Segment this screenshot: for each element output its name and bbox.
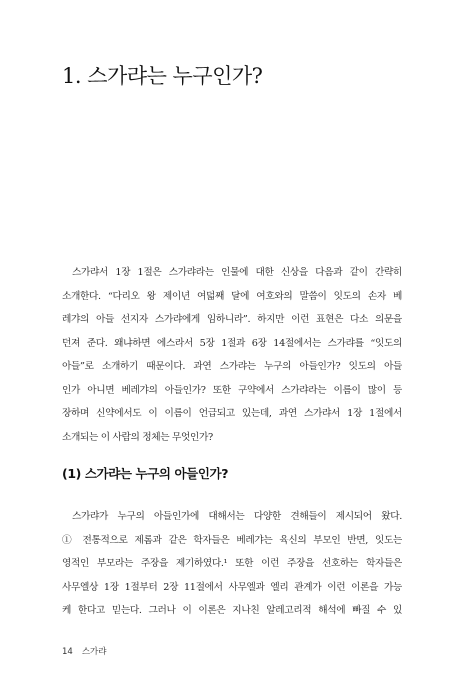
text-line: 스가랴서 1장 1절은 스가랴라는 인물에 대한 신상을 다음과 같이 간략히 — [72, 267, 402, 278]
text-line: 던져 준다. 왜냐하면 에스라서 5장 1절과 6장 14절에서는 스가랴를 “잇도의 — [62, 337, 402, 349]
section-paragraph — [62, 505, 402, 623]
chapter-title: 1. 스가랴는 누구인가? — [62, 64, 263, 88]
running-title: 스가랴 — [81, 647, 107, 657]
intro-paragraph — [62, 261, 402, 449]
text-line: 장하며 신약에서도 이 이름이 언급되고 있는데, 과연 스가랴서 1장 1절에서 — [62, 408, 402, 419]
text-line: 사무엘상 1장 1절부터 2장 11절에서 사무엘과 엘리 관계가 이런 이론을 가능 — [62, 581, 402, 593]
page-number: 14 — [62, 647, 73, 657]
text-line: 스가랴가 누구의 아들인가에 대해서는 다양한 견해들이 제시되어 왔다. — [72, 511, 402, 522]
text-line: 인가 아니면 베레갸의 아들인가? 또한 구약에서 스가랴라는 이름이 많이 등 — [62, 384, 402, 396]
text-line: 케 한다고 믿는다. 그러나 이 이론은 지나친 알레고리적 해석에 빠질 수 있 — [62, 605, 402, 616]
text-line: 소개한다. “다리오 왕 제이년 여덟째 달에 여호와의 말씀이 잇도의 손자 베 — [62, 290, 402, 302]
text-line: 아들”로 소개하기 때문이다. 과연 스가랴는 누구의 아들인가? 잇도의 아들 — [62, 361, 402, 372]
text-line: 레갸의 아들 선지자 스가랴에게 임하니라”. 하지만 이런 표현은 다소 의문을 — [62, 314, 402, 325]
page-footer — [62, 645, 106, 657]
text-line: 소개되는 이 사람의 정체는 무엇인가? — [62, 431, 213, 443]
text-line: ① 전통적으로 제롬과 같은 학자들은 베레갸는 육신의 부모인 반면, 잇도는 — [62, 534, 402, 546]
section-heading: (1) 스가랴는 누구의 아들인가? — [62, 466, 229, 481]
text-line: 영적인 부모라는 주장을 제기하였다.¹ 또한 이런 주장을 선호하는 학자들은 — [62, 558, 402, 569]
